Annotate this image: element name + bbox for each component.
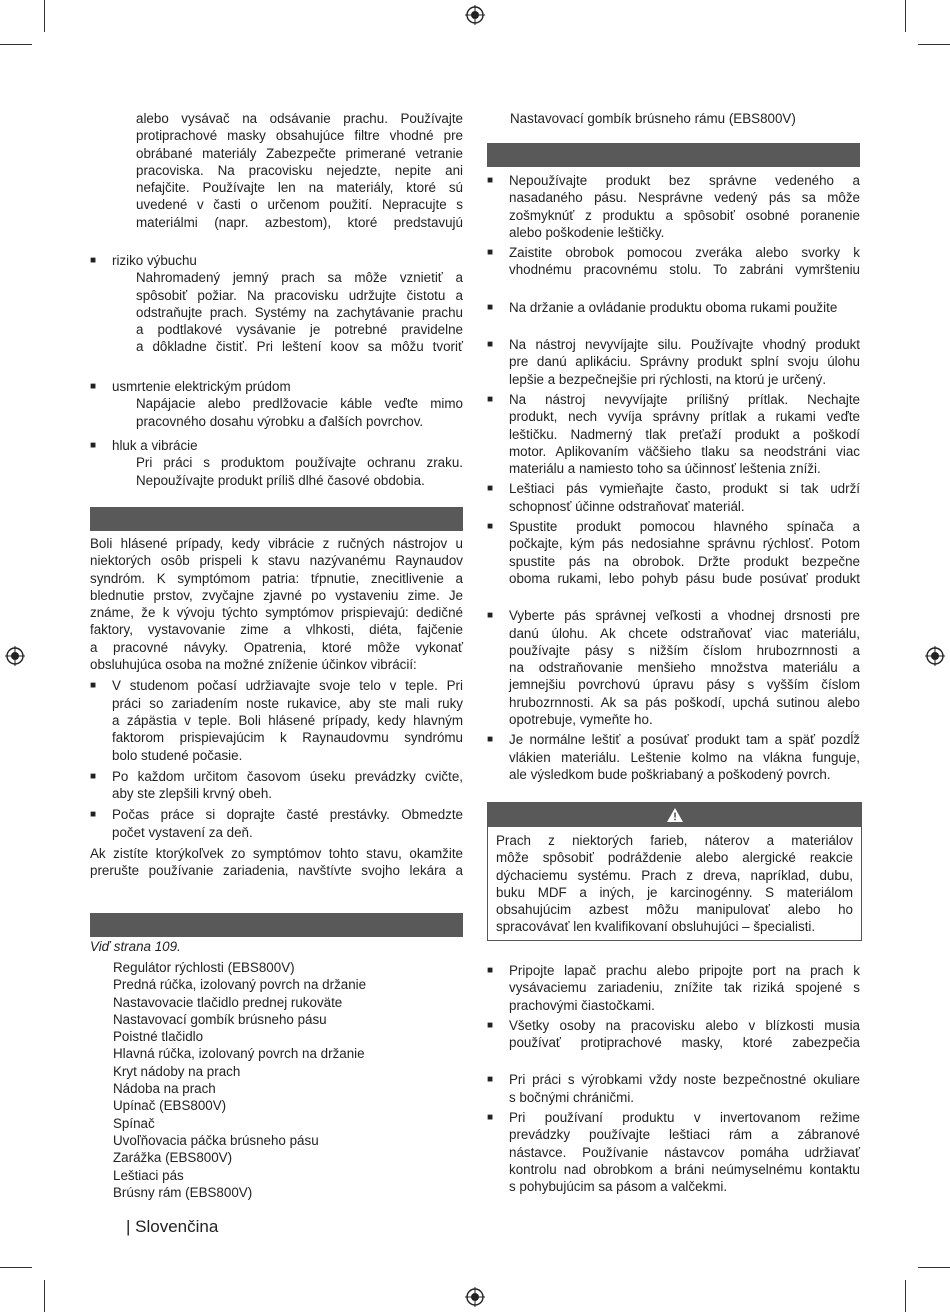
dust-paragraph: alebo vysávač na odsávanie prachu. Používajte protiprachové masky obsahujúce filtre vhodné pre obrábané materiály Zabezpečte primerané vetranie pracoviska. Na pracovisku nejedzte, nepite ani nefajčite. Používajte len na materiály, ktoré sú uvedené v časti o určenom použití. Nepracujte s materiálmi (napr. azbestom), ktoré predstavujú <box>136 111 463 230</box>
list-item: ■ Na nástroj nevyvíjajte silu. Používajte vhodný produkt pre danú aplikáciu. Správny produkt splní svoju úlohu lepšie a bezpečnejšie pri rýchlosti, na ktorú je určený. <box>487 337 860 387</box>
frame-knob-line: Nastavovací gombík brúsneho rámu (EBS800V) <box>510 111 796 126</box>
list-item: ■ Nepoužívajte produkt bez správne vedeného a nasadaného pásu. Nesprávne vedený pás sa môže zošmyknúť z produktu a spôsobiť osobné poranenie alebo poškodenie leštičky. <box>487 173 860 240</box>
dust-safety-list <box>487 962 860 1196</box>
crop-mark <box>905 1280 906 1312</box>
list-item: ■ Vyberte pás správnej veľkosti a vhodnej drsnosti pre danú úlohu. Ak chcete odstraňovať viac materiálu, používajte pásy s nižším číslom hrubozrnnosti a na odstraňovanie menšieho množstva materiálu a jemnejšiu povrchovú úpravu pásy s vyšším číslom hrubozrnnosti. Ak sa pás poškodí, upchá sutinou alebo opotrebuje, vymeňte ho. <box>487 608 860 728</box>
parts-list <box>113 959 463 1201</box>
crop-mark <box>0 44 32 45</box>
crop-mark <box>44 1280 45 1312</box>
bullet-icon: ■ <box>487 301 494 313</box>
list-item: ■ hluk a vibrácie <box>90 438 198 453</box>
bullet-icon: ■ <box>487 483 494 495</box>
warning-text: Prach z niektorých farieb, náterov a materiálov môže spôsobiť podráždenie alebo alergické reakcie dýchaciemu systému. Prach z dreva, napríklad, dubu, buku MDF a iných, je karcinogénny. S materiálom obsahujúcim azbest môžu manipulovať alebo ho spracovávať len kvalifikovaní obsluhujúci – špecialisti. <box>496 833 853 935</box>
bullet-icon: ■ <box>90 381 97 392</box>
registration-mark-icon <box>465 5 485 25</box>
list-item: Nastavovací gombík brúsneho pásu <box>113 1011 327 1027</box>
crop-mark <box>905 0 906 32</box>
bullet-icon: ■ <box>487 339 494 351</box>
list-item: Poistné tlačidlo <box>113 1029 204 1045</box>
list-item: Upínač (EBS800V) <box>113 1098 227 1114</box>
list-item: Kryt nádoby na prach <box>113 1063 241 1079</box>
warning-header <box>488 803 861 827</box>
list-item: Nádoba na prach <box>113 1081 216 1097</box>
list-item: ■ Na držanie a ovládanie produktu oboma rukami použite <box>487 299 838 315</box>
safety-list <box>487 172 860 783</box>
list-item: ■ Po každom určitom časovom úseku prevádzky cvičte, aby ste zlepšili krvný obeh. <box>90 768 463 802</box>
bullet-icon: ■ <box>487 734 494 746</box>
bullet-icon: ■ <box>90 440 97 451</box>
registration-mark-icon <box>465 1287 485 1307</box>
list-item: ■ Spustite produkt pomocou hlavného spínača a počkajte, kým pás nedosiahne správnu rýchlosť. Potom spustite pás na obrobok. Držte produkt bezpečne oboma rukami, lebo pohyb pásu bude posúvať produkt <box>487 519 860 586</box>
bullet-icon: ■ <box>90 770 97 782</box>
bullet-icon: ■ <box>487 1019 494 1031</box>
list-item: ■ usmrtenie elektrickým prúdom <box>90 379 291 394</box>
bullet-icon: ■ <box>487 610 494 622</box>
list-item: Uvoľňovacia páčka brúsneho pásu <box>113 1132 319 1148</box>
bullet-icon: ■ <box>487 175 494 186</box>
bullet-icon: ■ <box>90 809 97 821</box>
bullet-icon: ■ <box>90 255 97 266</box>
list-item: ■ Leštiaci pás vymieňajte často, produkt si tak udrží schopnosť účinne odstraňovať materiál. <box>487 481 860 514</box>
bullet-icon: ■ <box>90 680 97 692</box>
list-item: Spínač <box>113 1115 155 1131</box>
warning-triangle-icon <box>666 807 684 823</box>
list-item: ■ Všetky osoby na pracovisku alebo v blízkosti musia používať protiprachové masky, ktoré zabezpečia <box>487 1017 860 1051</box>
list-item: Predná rúčka, izolovaný povrch na držanie <box>113 977 367 993</box>
list-item: ■ Pri používaní produktu v invertovanom režime prevádzky používajte leštiaci rám a zábranové nástavce. Používanie nástavcov pomáha udržiavať kontrolu nad obrobkom a bráni neúmyselnému kontaktu s pohybujúcim sa pásom a valčekmi. <box>487 1110 860 1195</box>
bullet-icon: ■ <box>487 393 494 405</box>
list-item: ■ Zaistite obrobok pomocou zveráka alebo svorky k vhodnému pracovnému stolu. To zabráni vymršteniu <box>487 245 860 278</box>
bullet-icon: ■ <box>487 521 494 533</box>
crop-mark <box>0 1267 32 1268</box>
list-item: ■ Na nástroj nevyvíjajte prílišný prítlak. Nechajte produkt, nech vyvíja správny prítlak a rukami veďte leštičku. Nadmerný tlak preťaží produkt a poškodí motor. Aplikovaním väčšieho tlaku sa neodstráni viac materiálu a namiesto toho sa účinnosť leštenia zníži. <box>487 391 860 477</box>
crop-mark <box>44 0 45 32</box>
risk-explosion: ■ riziko výbuchu Nahromadený jemný prach sa môže vznietiť a spôsobiť požiar. Na pracovisku udržujte čistotu a odstraňujte prach. Systémy na zachytávanie prachu a podtlakové vysávanie je potrebné pravidelne a dôkladne čistiť. Pri leštení koov sa môžu tvoriť <box>90 253 463 355</box>
section-header-bar <box>90 507 463 531</box>
list-item: ■ Pripojte lapač prachu alebo pripojte port na prach k vysávaciemu zariadeniu, znížite tak riziká spojené s prachovými čiastočkami. <box>487 963 860 1013</box>
list-item: ■ riziko výbuchu <box>90 253 197 268</box>
bullet-icon: ■ <box>487 965 494 976</box>
list-item: ■ V studenom počasí udržiavajte svoje telo v teple. Pri práci so zariadením noste rukavice, aby ste mali ruky a zápästia v teple. Boli hlásené prípady, kedy hlavným faktorom prispievajúcim k Raynaudovmu syndrómu bolo studené počasie. <box>90 678 463 763</box>
see-page-note: Viď strana 109. <box>90 939 181 954</box>
list-item: ■ Počas práce si doprajte časté prestávky. Obmedzte počet vystavení za deň. <box>90 807 463 840</box>
risk-noise: ■ hluk a vibrácie Pri práci s produktom používajte ochranu zraku. Nepoužívajte produkt príliš dlhé časové obdobia. <box>90 438 463 488</box>
risk-electric: ■ usmrtenie elektrickým prúdom Napájacie alebo predlžovacie káble veďte mimo pracovného dosahu výrobku a ďalších povrchov. <box>90 379 463 429</box>
list-item: Nastavovacie tlačidlo prednej rukoväte <box>113 994 343 1010</box>
warning-box <box>487 802 862 941</box>
list-item: ■ Pri práci s výrobkami vždy noste bezpečnostné okuliare s bočnými chráničmi. <box>487 1072 860 1105</box>
bullet-icon: ■ <box>487 1112 494 1124</box>
list-item: ■ Je normálne leštiť a posúvať produkt tam a späť pozdĺž vlákien materiálu. Leštenie kolmo na vlákna funguje, ale výsledkom bude poškriabaný a poškodený povrch. <box>487 732 860 782</box>
bullet-icon: ■ <box>487 1074 494 1086</box>
crop-mark <box>918 1267 950 1268</box>
section-header-bar <box>487 143 860 167</box>
list-item: Leštiaci pás <box>113 1167 184 1183</box>
list-item: Hlavná rúčka, izolovaný povrch na držanie <box>113 1046 365 1062</box>
list-item: Zarážka (EBS800V) <box>113 1150 233 1166</box>
bullet-icon: ■ <box>487 247 494 259</box>
crop-mark <box>918 44 950 45</box>
vibration-section: Boli hlásené prípady, kedy vibrácie z ručných nástrojov u niektorých osôb prispeli k stavu nazývanému Raynaudov syndróm. K symptómom patria: tŕpnutie, znecitlivenie a blednutie prstov, zvyčajne zjavné po vystaveniu zime. Je známe, že k vývoju týchto symptómov prispievajú: dedičné faktory, vystavovanie zime a vlhkosti, diéta, fajčenie a pracovné návyky. Opatrenia, ktoré môže vykonať obsluhujúca osoba na možné zníženie účinkov vibrácií: ■ V studenom počasí udržiavajte svoje telo v teple. Pri práci so zariadením noste rukavice, aby ste mali ruky a zápästia v teple. Boli hlásené prípady, kedy hlavným faktorom prispievajúcim k Raynaudovmu syndrómu bolo studené počasie. ■ Po každom určitom časovom úseku prevádzky cvičte, aby ste zlepšili krvný obeh. ■ Počas práce si doprajte časté prestávky. Obmedzte počet vystavení za deň. Ak zistíte ktorýkoľvek zo symptómov tohto stavu, okamžite prerušte používanie zariadenia, navštívte svojho lekára a <box>90 536 463 879</box>
list-item: Regulátor rýchlosti (EBS800V) <box>113 960 295 975</box>
registration-mark-icon <box>925 646 945 666</box>
footer-language: | Slovenčina <box>126 1217 219 1236</box>
list-item: Brúsny rám (EBS800V) <box>113 1184 253 1200</box>
section-header-bar <box>90 913 463 937</box>
registration-mark-icon <box>5 646 25 666</box>
